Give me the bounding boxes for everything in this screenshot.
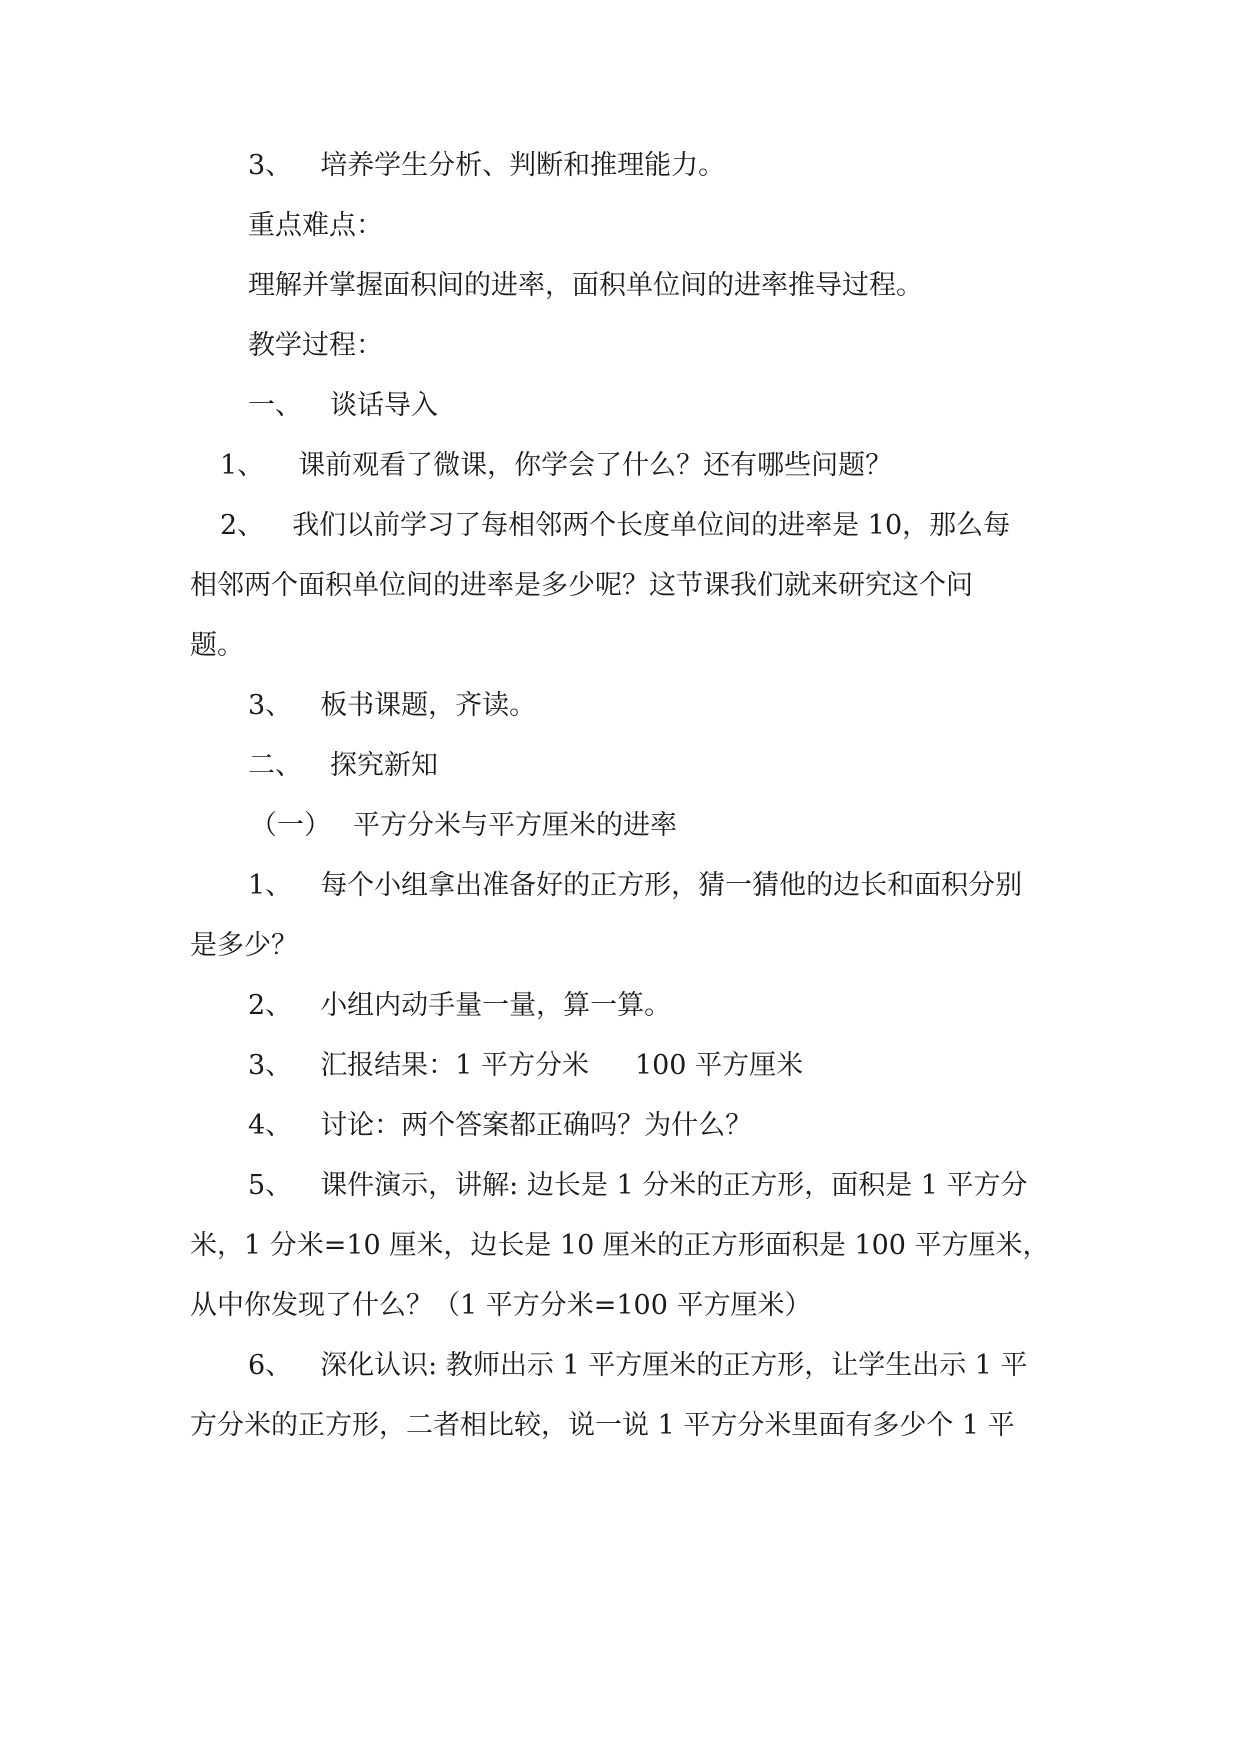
item-number: 4、	[248, 1110, 293, 1141]
explore-item-5-cont	[190, 1288, 812, 1324]
explore-item-1	[248, 868, 1022, 904]
item-number: 5、	[248, 1170, 293, 1201]
step-heading-1	[248, 388, 438, 424]
item-text: 我们以前学习了每相邻两个长度单位间的进率是 10，那么每	[292, 510, 1011, 541]
heading-text: 重点难点：	[248, 210, 383, 241]
item-number: 2、	[220, 510, 265, 541]
heading-text: 教学过程：	[248, 330, 383, 361]
explore-item-5-cont	[190, 1228, 1050, 1264]
section-heading-key-points	[248, 208, 383, 244]
item-text: 小组内动手量一量，算一算。	[320, 990, 672, 1021]
item-text: 课件演示，讲解: 边长是 1 分米的正方形，面积是 1 平方分	[320, 1170, 1028, 1201]
paragraph-text: 理解并掌握面积间的进率，面积单位间的进率推导过程。	[248, 270, 923, 301]
item-text: 深化认识: 教师出示 1 平方厘米的正方形，让学生出示 1 平	[320, 1350, 1028, 1381]
item-text: 板书课题，齐读。	[320, 690, 537, 721]
intro-item-1	[220, 448, 892, 484]
key-points-text	[248, 268, 923, 304]
paragraph-text: 题。	[190, 630, 244, 661]
item-text: 探究新知	[330, 750, 438, 781]
explore-item-3	[248, 1048, 803, 1084]
item-number: 2、	[248, 990, 293, 1021]
item-text: 每个小组拿出准备好的正方形，猜一猜他的边长和面积分别	[320, 870, 1023, 901]
item-text: 课前观看了微课，你学会了什么？还有哪些问题？	[298, 450, 893, 481]
item-text: 谈话导入	[330, 390, 438, 421]
paragraph-text: 方分米的正方形，二者相比较，说一说 1 平方分米里面有多少个 1 平	[190, 1410, 1015, 1441]
sub-heading-1	[250, 808, 677, 844]
item-text: 培养学生分析、判断和推理能力。	[320, 150, 726, 181]
paragraph-text: 相邻两个面积单位间的进率是多少呢？这节课我们就来研究这个问	[190, 570, 973, 601]
intro-item-3	[248, 688, 536, 724]
objective-item-3	[248, 148, 725, 184]
item-number: 3、	[248, 150, 293, 181]
paragraph-text: 是多少？	[190, 930, 298, 961]
intro-item-2-cont	[190, 568, 973, 604]
item-number: 3、	[248, 1050, 293, 1081]
item-number: 1、	[248, 870, 293, 901]
explore-item-5	[248, 1168, 1028, 1204]
item-text: 讨论：两个答案都正确吗？为什么？	[320, 1110, 753, 1141]
item-number: 6、	[248, 1350, 293, 1381]
item-number: 二、	[248, 750, 302, 781]
item-text: 平方分米与平方厘米的进率	[353, 810, 677, 841]
item-number: （一）	[250, 810, 331, 841]
explore-item-2	[248, 988, 671, 1024]
explore-item-6	[248, 1348, 1028, 1384]
explore-item-1-cont	[190, 928, 298, 964]
paragraph-text: 米，1 分米=10 厘米，边长是 10 厘米的正方形面积是 100 平方厘米，	[190, 1230, 1050, 1261]
step-heading-2	[248, 748, 438, 784]
intro-item-2-cont	[190, 628, 244, 664]
explore-item-6-cont	[190, 1408, 1015, 1444]
item-number: 一、	[248, 390, 302, 421]
intro-item-2	[220, 508, 1010, 544]
paragraph-text: 从中你发现了什么？（1 平方分米=100 平方厘米）	[190, 1290, 812, 1321]
item-text-second: 100 平方厘米	[634, 1050, 804, 1081]
item-number: 3、	[248, 690, 293, 721]
item-number: 1、	[220, 450, 265, 481]
item-text: 汇报结果：1 平方分米	[320, 1050, 589, 1081]
explore-item-4	[248, 1108, 752, 1144]
section-heading-process	[248, 328, 383, 364]
